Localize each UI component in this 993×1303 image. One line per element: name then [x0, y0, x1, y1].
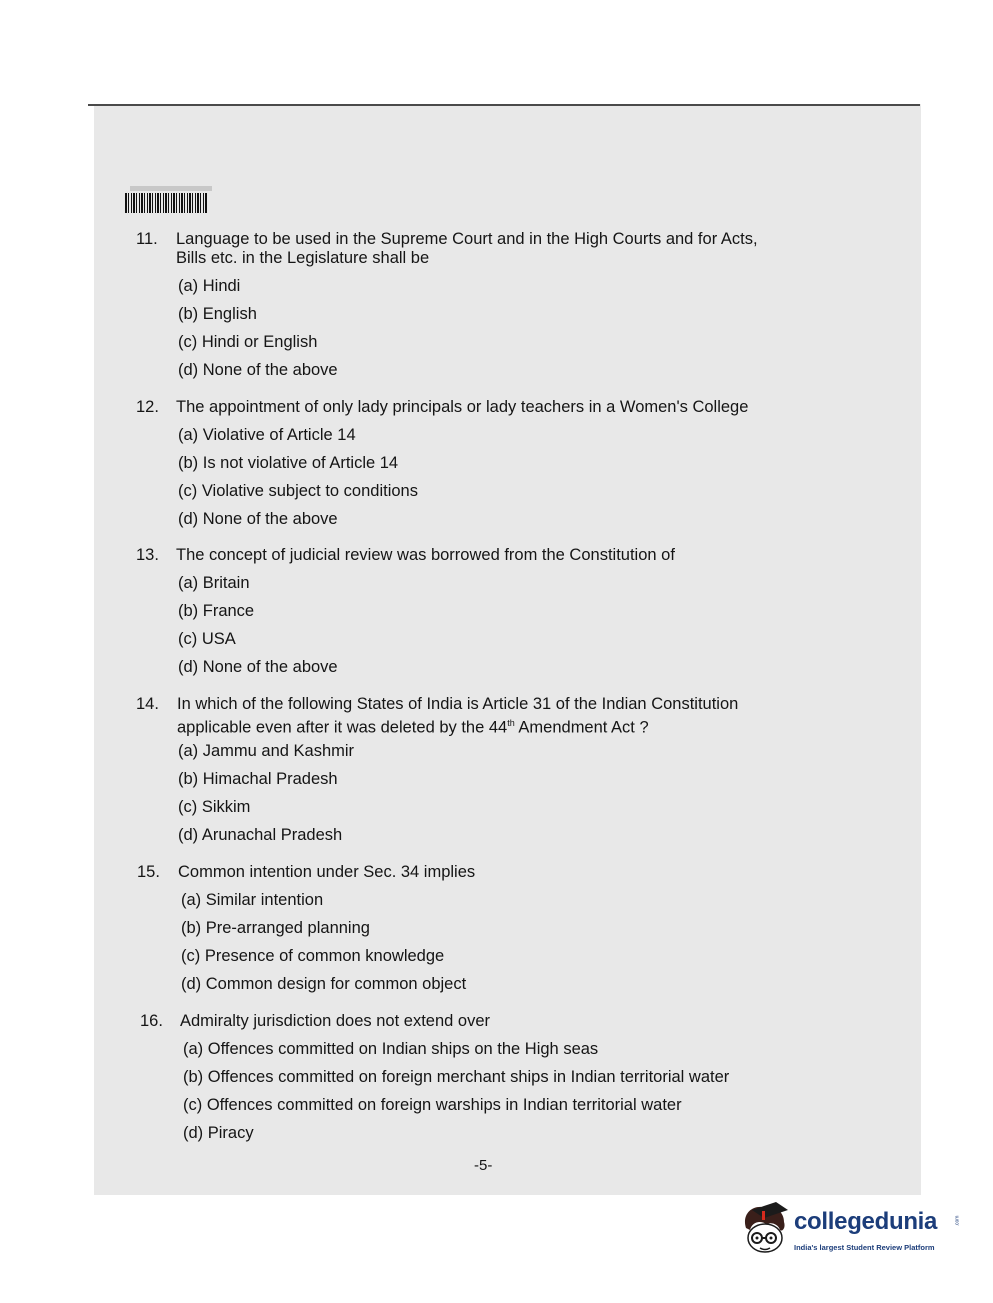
question-text-line2 — [177, 713, 649, 738]
question-text-part: applicable even after it was deleted by the 44 — [177, 718, 508, 737]
ordinal-suffix: th — [507, 718, 515, 728]
option-c: (c) Sikkim — [178, 798, 251, 816]
question-text-line2: Bills etc. in the Legislature shall be — [176, 249, 430, 267]
option-d: (d) None of the above — [178, 361, 338, 379]
student-mascot-icon — [738, 1198, 792, 1258]
option-b: (b) Pre-arranged planning — [181, 919, 370, 937]
question-number: 11. — [136, 230, 158, 248]
option-c: (c) Offences committed on foreign warships in Indian territorial water — [183, 1096, 682, 1114]
option-d: (d) Arunachal Pradesh — [178, 826, 343, 844]
question-text: Common intention under Sec. 34 implies — [178, 863, 476, 881]
question-text: Admiralty jurisdiction does not extend over — [180, 1012, 490, 1030]
page-top-rule — [88, 104, 920, 106]
question-14 — [136, 694, 816, 854]
question-12 — [136, 397, 816, 537]
option-b: (b) Offences committed on foreign merchant ships in Indian territorial water — [183, 1068, 730, 1086]
logo-domain-suffix: .com — [954, 1215, 961, 1227]
option-c: (c) Violative subject to conditions — [178, 482, 418, 500]
question-text: Language to be used in the Supreme Court and in the High Courts and for Acts, — [176, 230, 758, 248]
option-c: (c) USA — [178, 630, 236, 648]
option-d: (d) None of the above — [178, 510, 338, 528]
option-d: (d) Piracy — [183, 1124, 254, 1142]
option-a: (a) Similar intention — [181, 891, 324, 909]
option-a: (a) Jammu and Kashmir — [178, 742, 355, 760]
barcode-icon — [125, 193, 207, 213]
option-a: (a) Violative of Article 14 — [178, 426, 356, 444]
option-b: (b) France — [178, 602, 255, 620]
question-text-part: Amendment Act ? — [514, 718, 649, 737]
question-11 — [136, 229, 816, 389]
option-a: (a) Hindi — [178, 277, 241, 295]
question-text: The appointment of only lady principals or lady teachers in a Women's College — [176, 398, 749, 416]
question-text: The concept of judicial review was borrowed from the Constitution of — [176, 546, 675, 564]
option-a: (a) Offences committed on Indian ships on the High seas — [183, 1040, 599, 1058]
question-text: In which of the following States of India is Article 31 of the Indian Constitution — [177, 695, 739, 713]
question-number: 16. — [140, 1012, 163, 1030]
option-c: (c) Hindi or English — [178, 333, 318, 351]
barcode-header — [130, 186, 212, 191]
option-b: (b) Himachal Pradesh — [178, 770, 338, 788]
question-15 — [137, 862, 817, 1002]
question-number: 12. — [136, 398, 159, 416]
collegedunia-logo — [738, 1198, 963, 1258]
option-b: (b) Is not violative of Article 14 — [178, 454, 399, 472]
question-number: 13. — [136, 546, 159, 564]
logo-tagline: India's largest Student Review Platform — [794, 1243, 935, 1252]
question-16 — [140, 1011, 820, 1151]
question-13 — [136, 545, 816, 685]
logo-wordmark: collegedunia — [794, 1208, 938, 1235]
page-number: -5- — [474, 1157, 493, 1174]
option-b: (b) English — [178, 305, 257, 323]
question-number: 15. — [137, 863, 160, 881]
question-number: 14. — [136, 695, 159, 713]
option-d: (d) None of the above — [178, 658, 338, 676]
option-a: (a) Britain — [178, 574, 250, 592]
option-d: (d) Common design for common object — [181, 975, 467, 993]
option-c: (c) Presence of common knowledge — [181, 947, 445, 965]
